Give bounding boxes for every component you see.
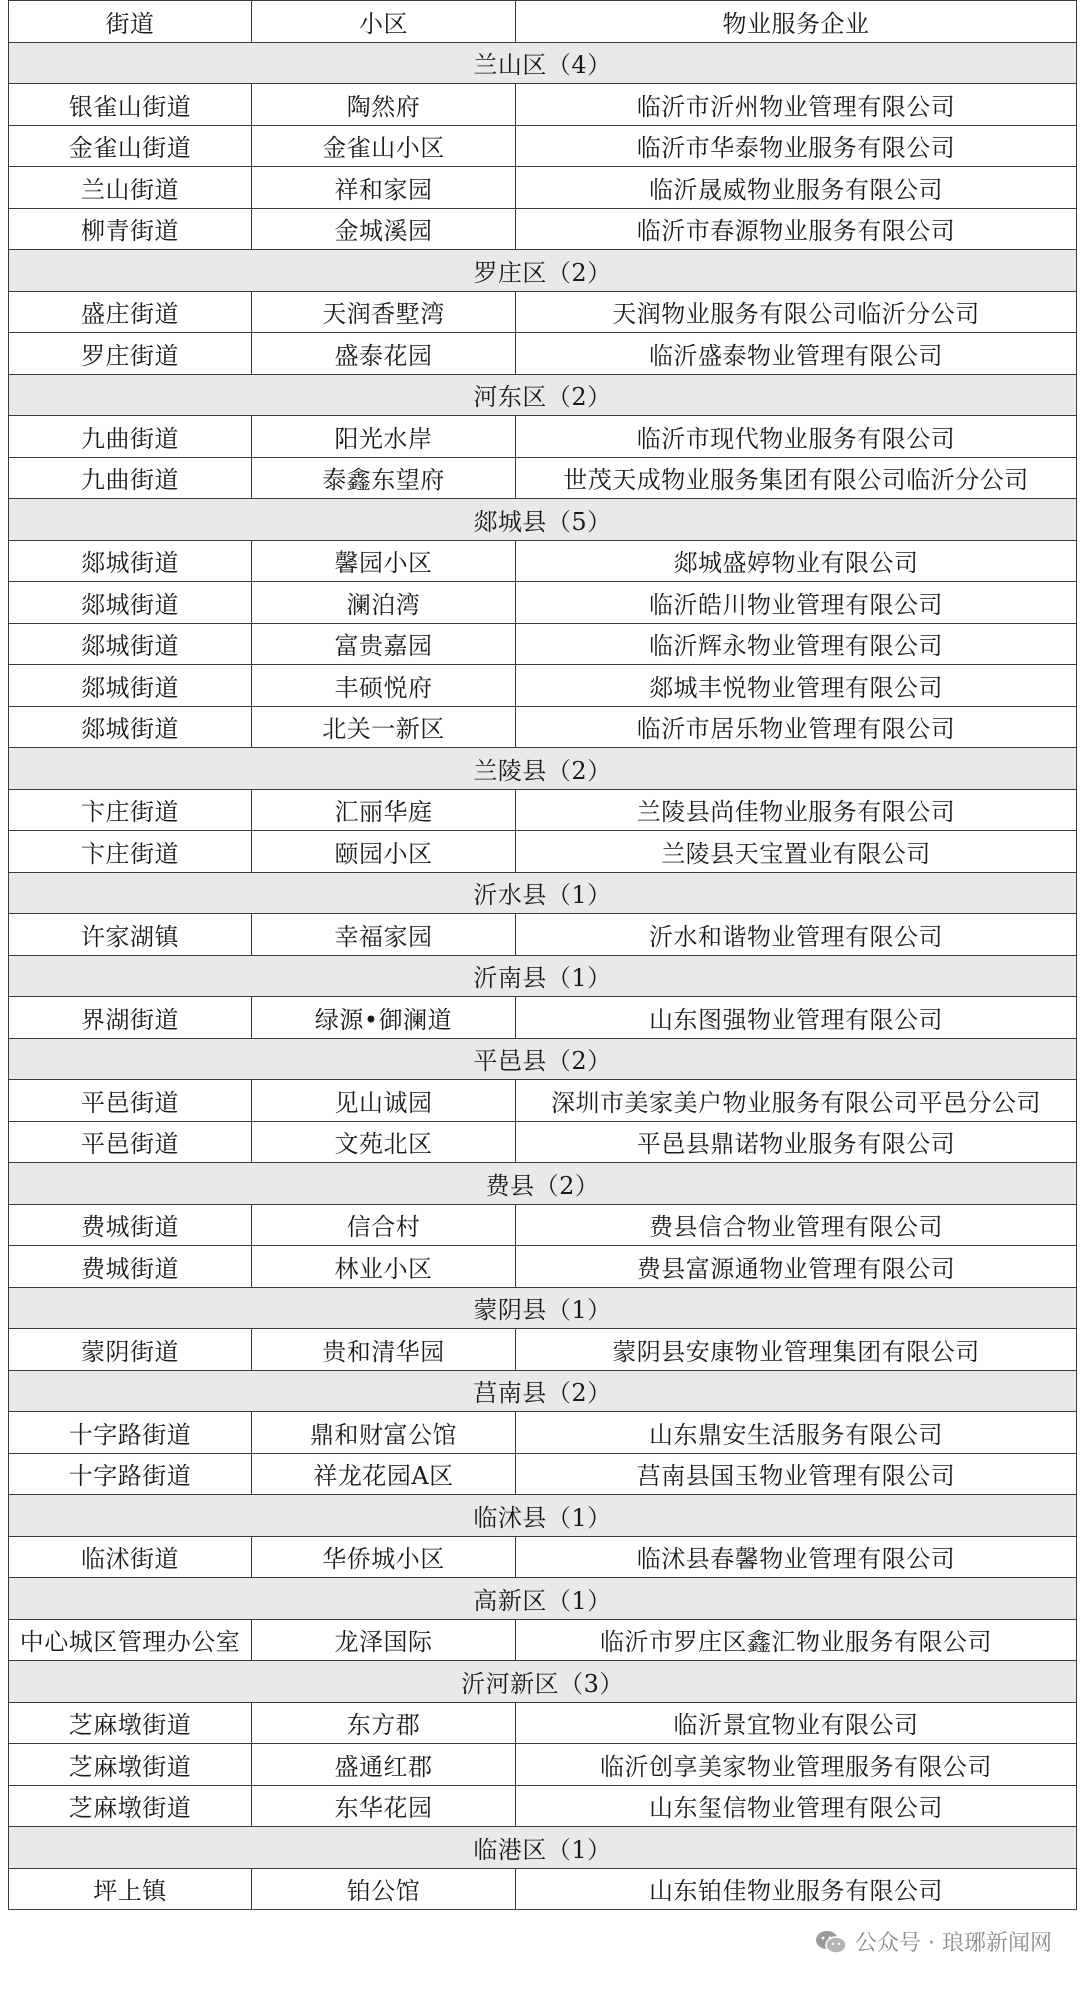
table-header — [9, 1, 1077, 43]
cell-street: 罗庄街道 — [9, 333, 252, 375]
cell-community: 富贵嘉园 — [252, 623, 516, 665]
cell-community: 盛泰花园 — [252, 333, 516, 375]
cell-community: 澜泊湾 — [252, 582, 516, 624]
cell-community: 文苑北区 — [252, 1121, 516, 1163]
table-row — [9, 1785, 1077, 1827]
district-title: 兰陵县（2） — [9, 748, 1077, 790]
table-row — [9, 1702, 1077, 1744]
cell-community: 贵和清华园 — [252, 1329, 516, 1371]
cell-street: 临沭街道 — [9, 1536, 252, 1578]
cell-street: 金雀山街道 — [9, 125, 252, 167]
cell-company: 临沂皓川物业管理有限公司 — [516, 582, 1077, 624]
cell-community: 祥和家园 — [252, 167, 516, 209]
cell-community: 汇丽华庭 — [252, 789, 516, 831]
district-title: 沂南县（1） — [9, 955, 1077, 997]
cell-company: 临沂市沂州物业管理有限公司 — [516, 84, 1077, 126]
cell-community: 天润香墅湾 — [252, 291, 516, 333]
cell-company: 临沂盛泰物业管理有限公司 — [516, 333, 1077, 375]
cell-street: 坪上镇 — [9, 1868, 252, 1910]
district-group-row — [9, 250, 1077, 292]
table-row — [9, 1204, 1077, 1246]
table-row — [9, 914, 1077, 956]
watermark-text: 公众号 · 琅琊新闻网 — [855, 1931, 1052, 1956]
district-group-row — [9, 1163, 1077, 1205]
cell-company: 沂水和谐物业管理有限公司 — [516, 914, 1077, 956]
table-row — [9, 1121, 1077, 1163]
district-group-row — [9, 1038, 1077, 1080]
cell-company: 临沭县春馨物业管理有限公司 — [516, 1536, 1077, 1578]
cell-company: 郯城盛婷物业有限公司 — [516, 540, 1077, 582]
district-title: 费县（2） — [9, 1163, 1077, 1205]
cell-street: 柳青街道 — [9, 208, 252, 250]
cell-community: 东方郡 — [252, 1702, 516, 1744]
cell-street: 费城街道 — [9, 1204, 252, 1246]
cell-company: 山东玺信物业管理有限公司 — [516, 1785, 1077, 1827]
district-group-row — [9, 1287, 1077, 1329]
cell-street: 蒙阴街道 — [9, 1329, 252, 1371]
cell-company: 山东鼎安生活服务有限公司 — [516, 1412, 1077, 1454]
table-row — [9, 1453, 1077, 1495]
district-title: 蒙阴县（1） — [9, 1287, 1077, 1329]
cell-community: 金城溪园 — [252, 208, 516, 250]
cell-street: 九曲街道 — [9, 416, 252, 458]
district-title: 平邑县（2） — [9, 1038, 1077, 1080]
district-title: 兰山区（4） — [9, 42, 1077, 84]
cell-company: 世茂天成物业服务集团有限公司临沂分公司 — [516, 457, 1077, 499]
table-row — [9, 1246, 1077, 1288]
district-title: 河东区（2） — [9, 374, 1077, 416]
cell-company: 蒙阴县安康物业管理集团有限公司 — [516, 1329, 1077, 1371]
cell-company: 临沂景宜物业有限公司 — [516, 1702, 1077, 1744]
table-row — [9, 333, 1077, 375]
district-group-row — [9, 42, 1077, 84]
table-row — [9, 831, 1077, 873]
cell-community: 陶然府 — [252, 84, 516, 126]
table-row — [9, 457, 1077, 499]
district-group-row — [9, 872, 1077, 914]
cell-company: 深圳市美家美户物业服务有限公司平邑分公司 — [516, 1080, 1077, 1122]
cell-company: 山东图强物业管理有限公司 — [516, 997, 1077, 1039]
table-row — [9, 416, 1077, 458]
district-group-row — [9, 955, 1077, 997]
table-row — [9, 84, 1077, 126]
cell-street: 银雀山街道 — [9, 84, 252, 126]
cell-community: 颐园小区 — [252, 831, 516, 873]
cell-street: 郯城街道 — [9, 540, 252, 582]
district-title: 临沭县（1） — [9, 1495, 1077, 1537]
cell-community: 泰鑫东望府 — [252, 457, 516, 499]
district-title: 沂水县（1） — [9, 872, 1077, 914]
table-row — [9, 291, 1077, 333]
property-service-table — [8, 0, 1077, 1910]
cell-street: 芝麻墩街道 — [9, 1744, 252, 1786]
table-row — [9, 1080, 1077, 1122]
table-row — [9, 1329, 1077, 1371]
cell-company: 郯城丰悦物业管理有限公司 — [516, 665, 1077, 707]
district-title: 罗庄区（2） — [9, 250, 1077, 292]
table-row — [9, 665, 1077, 707]
table-row — [9, 623, 1077, 665]
cell-company: 天润物业服务有限公司临沂分公司 — [516, 291, 1077, 333]
cell-street: 中心城区管理办公室 — [9, 1619, 252, 1661]
cell-street: 界湖街道 — [9, 997, 252, 1039]
cell-community: 铂公馆 — [252, 1868, 516, 1910]
cell-company: 兰陵县尚佳物业服务有限公司 — [516, 789, 1077, 831]
header-community: 小区 — [252, 1, 516, 43]
cell-community: 龙泽国际 — [252, 1619, 516, 1661]
district-title: 临港区（1） — [9, 1827, 1077, 1869]
header-company: 物业服务企业 — [516, 1, 1077, 43]
cell-street: 平邑街道 — [9, 1121, 252, 1163]
district-group-row — [9, 1495, 1077, 1537]
cell-company: 兰陵县天宝置业有限公司 — [516, 831, 1077, 873]
table-row — [9, 1619, 1077, 1661]
cell-community: 鼎和财富公馆 — [252, 1412, 516, 1454]
cell-community: 馨园小区 — [252, 540, 516, 582]
table-row — [9, 1744, 1077, 1786]
cell-community: 金雀山小区 — [252, 125, 516, 167]
cell-street: 郯城街道 — [9, 665, 252, 707]
district-group-row — [9, 374, 1077, 416]
cell-company: 临沂市罗庄区鑫汇物业服务有限公司 — [516, 1619, 1077, 1661]
cell-community: 祥龙花园A区 — [252, 1453, 516, 1495]
cell-company: 临沂辉永物业管理有限公司 — [516, 623, 1077, 665]
cell-street: 十字路街道 — [9, 1453, 252, 1495]
cell-community: 林业小区 — [252, 1246, 516, 1288]
cell-company: 临沂市华泰物业服务有限公司 — [516, 125, 1077, 167]
district-group-row — [9, 1578, 1077, 1620]
table-row — [9, 789, 1077, 831]
cell-street: 九曲街道 — [9, 457, 252, 499]
cell-company: 平邑县鼎诺物业服务有限公司 — [516, 1121, 1077, 1163]
table-row — [9, 125, 1077, 167]
cell-street: 兰山街道 — [9, 167, 252, 209]
cell-community: 信合村 — [252, 1204, 516, 1246]
cell-company: 临沂创享美家物业管理服务有限公司 — [516, 1744, 1077, 1786]
table-row — [9, 167, 1077, 209]
cell-company: 费县信合物业管理有限公司 — [516, 1204, 1077, 1246]
district-group-row — [9, 499, 1077, 541]
cell-community: 绿源•御澜道 — [252, 997, 516, 1039]
cell-street: 费城街道 — [9, 1246, 252, 1288]
cell-company: 山东铂佳物业服务有限公司 — [516, 1868, 1077, 1910]
cell-street: 郯城街道 — [9, 623, 252, 665]
cell-company: 临沂晟威物业服务有限公司 — [516, 167, 1077, 209]
wechat-icon — [815, 1929, 847, 1955]
cell-company: 临沂市春源物业服务有限公司 — [516, 208, 1077, 250]
cell-company: 费县富源通物业管理有限公司 — [516, 1246, 1077, 1288]
district-title: 莒南县（2） — [9, 1370, 1077, 1412]
header-street: 街道 — [9, 1, 252, 43]
district-title: 郯城县（5） — [9, 499, 1077, 541]
cell-community: 阳光水岸 — [252, 416, 516, 458]
table-row — [9, 582, 1077, 624]
watermark — [815, 1926, 1052, 1957]
table-row — [9, 706, 1077, 748]
cell-company: 临沂市现代物业服务有限公司 — [516, 416, 1077, 458]
table-body — [9, 42, 1077, 1910]
district-title: 沂河新区（3） — [9, 1661, 1077, 1703]
cell-community: 见山诚园 — [252, 1080, 516, 1122]
cell-community: 丰硕悦府 — [252, 665, 516, 707]
district-group-row — [9, 1827, 1077, 1869]
table-row — [9, 208, 1077, 250]
table-row — [9, 1412, 1077, 1454]
cell-street: 平邑街道 — [9, 1080, 252, 1122]
cell-community: 北关一新区 — [252, 706, 516, 748]
header-row — [9, 1, 1077, 43]
cell-street: 盛庄街道 — [9, 291, 252, 333]
district-title: 高新区（1） — [9, 1578, 1077, 1620]
district-group-row — [9, 1661, 1077, 1703]
cell-street: 郯城街道 — [9, 706, 252, 748]
cell-company: 莒南县国玉物业管理有限公司 — [516, 1453, 1077, 1495]
cell-street: 芝麻墩街道 — [9, 1785, 252, 1827]
table-row — [9, 540, 1077, 582]
cell-street: 卞庄街道 — [9, 789, 252, 831]
cell-street: 芝麻墩街道 — [9, 1702, 252, 1744]
cell-street: 十字路街道 — [9, 1412, 252, 1454]
district-group-row — [9, 1370, 1077, 1412]
cell-community: 盛通红郡 — [252, 1744, 516, 1786]
cell-street: 卞庄街道 — [9, 831, 252, 873]
cell-community: 华侨城小区 — [252, 1536, 516, 1578]
cell-street: 许家湖镇 — [9, 914, 252, 956]
table-row — [9, 997, 1077, 1039]
district-group-row — [9, 748, 1077, 790]
cell-community: 幸福家园 — [252, 914, 516, 956]
cell-community: 东华花园 — [252, 1785, 516, 1827]
cell-company: 临沂市居乐物业管理有限公司 — [516, 706, 1077, 748]
table-row — [9, 1536, 1077, 1578]
cell-street: 郯城街道 — [9, 582, 252, 624]
table-row — [9, 1868, 1077, 1910]
